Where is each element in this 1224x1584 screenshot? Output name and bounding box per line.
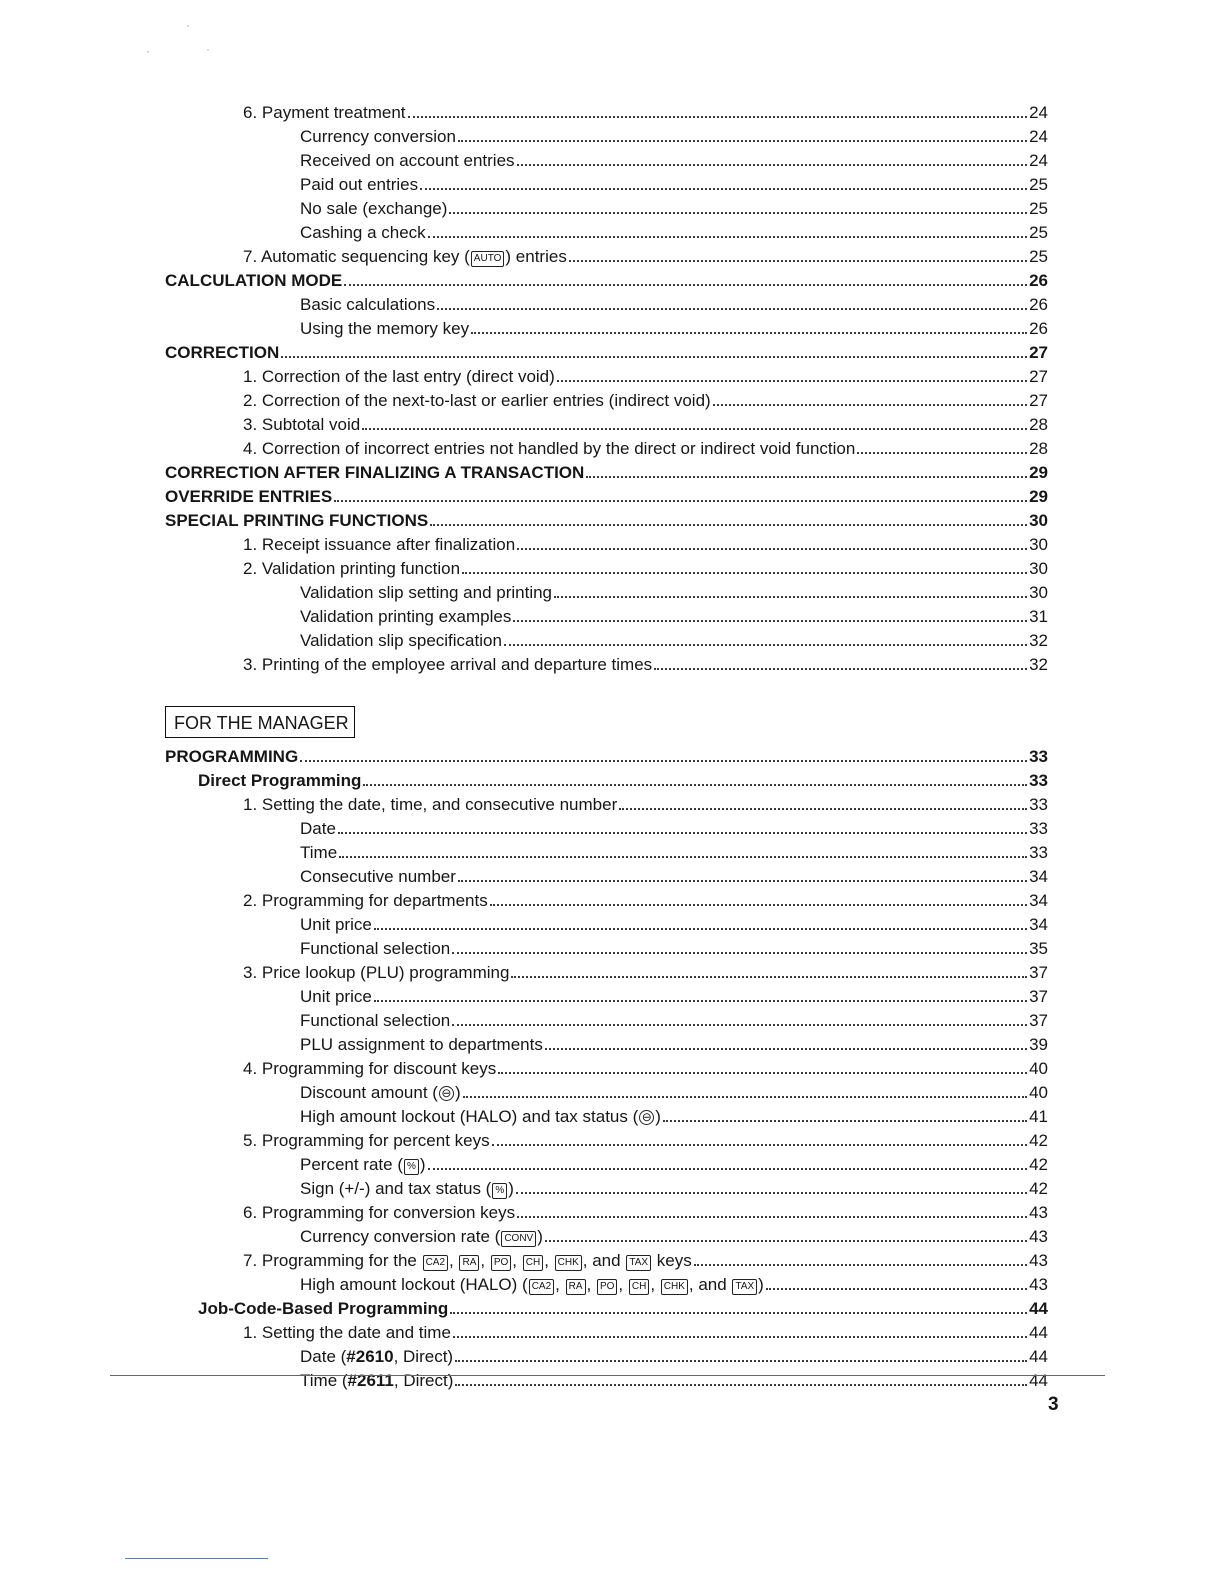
toc-entry-page: 29 <box>1029 487 1048 506</box>
job-code: #2610 <box>346 1347 394 1366</box>
toc-entry-label: 6. Programming for conversion keys <box>243 1203 516 1222</box>
dot-leader <box>545 1048 1027 1050</box>
toc-entry-label: Validation slip specification <box>300 631 502 650</box>
toc-entry <box>300 983 1048 1007</box>
toc-entry-page: 34 <box>1029 915 1048 934</box>
key-icon: TAX <box>626 1255 651 1271</box>
dot-leader <box>492 1144 1027 1146</box>
toc-entry-label <box>243 247 567 267</box>
toc-entry-text: ) <box>758 1275 764 1294</box>
toc-entry-text: , <box>512 1251 522 1270</box>
toc-entry <box>300 291 1048 315</box>
toc-entry-text: , and <box>582 1251 626 1270</box>
toc-entry-label: PLU assignment to departments <box>300 1035 543 1054</box>
key-icon: CH <box>523 1255 543 1271</box>
toc-entry-label <box>300 1275 764 1295</box>
dot-leader <box>654 668 1027 670</box>
scan-speck: · <box>206 42 210 56</box>
dot-leader <box>471 332 1027 334</box>
dot-leader <box>463 1096 1027 1098</box>
toc-entry-label: Time <box>300 843 338 862</box>
toc-entry-page: 33 <box>1029 771 1048 790</box>
toc-entry-text: Sign (+/-) and tax status ( <box>300 1179 492 1198</box>
toc-entry-page: 33 <box>1029 747 1048 766</box>
toc-entry-label: Paid out entries <box>300 175 419 194</box>
toc-entry-label: Unit price <box>300 987 372 1006</box>
toc-entry <box>243 411 1048 435</box>
toc-entry-page: 26 <box>1029 295 1048 314</box>
dot-leader <box>437 308 1027 310</box>
toc-entry-page: 34 <box>1029 867 1048 886</box>
dot-leader <box>498 1072 1027 1074</box>
toc-entry-page: 27 <box>1029 391 1048 410</box>
toc-entry-page: 40 <box>1029 1083 1048 1102</box>
toc-entry <box>243 1199 1048 1223</box>
toc-entry <box>165 267 1048 291</box>
toc-entry-page: 27 <box>1029 343 1048 362</box>
toc-entry-page: 24 <box>1029 103 1048 122</box>
toc-entry-label: 1. Receipt issuance after finalization <box>243 535 516 554</box>
dot-leader <box>408 116 1028 118</box>
dot-leader <box>452 1024 1027 1026</box>
toc-entry-text: Date ( <box>300 1347 347 1366</box>
toc-entry <box>243 531 1048 555</box>
dot-leader <box>557 380 1027 382</box>
toc-entry-label: Unit price <box>300 915 372 934</box>
toc-entry-label: CALCULATION MODE <box>165 271 343 290</box>
dot-leader <box>513 620 1027 622</box>
toc-entry-label <box>300 1107 661 1127</box>
toc-entry-label: 1. Correction of the last entry (direct void) <box>243 367 555 386</box>
toc-entry <box>300 1175 1048 1199</box>
toc-entry-label: PROGRAMMING <box>165 747 299 766</box>
toc-entry <box>243 555 1048 579</box>
toc-entry-label <box>300 1371 453 1391</box>
toc-entry-text: , <box>650 1275 660 1294</box>
toc-entry-page: 34 <box>1029 891 1048 910</box>
toc-entry-label: No sale (exchange) <box>300 199 448 218</box>
toc-entry <box>300 195 1048 219</box>
toc-entry-text: , Direct) <box>393 1347 454 1366</box>
toc-entry-text: , and <box>688 1275 732 1294</box>
toc-entry <box>300 1079 1048 1103</box>
page-number: 3 <box>1048 1394 1059 1415</box>
toc-entry-page: 37 <box>1029 1011 1048 1030</box>
toc-entry-page: 42 <box>1029 1131 1048 1150</box>
dot-leader <box>663 1120 1027 1122</box>
toc-entry-label: Date <box>300 819 336 838</box>
dot-leader <box>554 596 1027 598</box>
toc-entry <box>243 959 1048 983</box>
toc-entry <box>300 123 1048 147</box>
dot-leader <box>511 976 1027 978</box>
toc-entry <box>300 911 1048 935</box>
dot-leader <box>452 952 1027 954</box>
toc-entry-text: keys <box>652 1251 692 1270</box>
toc-entry-page: 30 <box>1029 535 1048 554</box>
toc-entry-text: ) <box>454 1083 461 1102</box>
toc-entry <box>243 791 1048 815</box>
toc-entry-text: , <box>555 1275 565 1294</box>
dot-leader <box>517 548 1027 550</box>
toc-entry-page: 43 <box>1029 1275 1048 1294</box>
toc-entry <box>300 219 1048 243</box>
key-icon: % <box>492 1183 507 1199</box>
key-icon: AUTO <box>471 251 505 267</box>
key-icon: CH <box>629 1279 649 1295</box>
key-icon: RA <box>566 1279 586 1295</box>
toc-entry-text: ) <box>419 1155 426 1174</box>
toc-entry-page: 25 <box>1029 247 1048 266</box>
toc-entry-page: 32 <box>1029 655 1048 674</box>
key-icon: CONV <box>501 1231 536 1247</box>
toc-entry-page: 42 <box>1029 1179 1048 1198</box>
dot-leader <box>281 356 1027 358</box>
toc-entry-label <box>300 1347 453 1367</box>
toc-entry-page: 30 <box>1029 583 1048 602</box>
toc-entry-text: High amount lockout (HALO) and tax status ( <box>300 1107 639 1126</box>
dot-leader <box>545 1240 1027 1242</box>
toc-entry-label: CORRECTION AFTER FINALIZING A TRANSACTION <box>165 463 585 482</box>
toc-entry-page: 33 <box>1029 795 1048 814</box>
toc-entry-label: 2. Validation printing function <box>243 559 461 578</box>
toc-entry-page: 25 <box>1029 199 1048 218</box>
toc-entry-page: 25 <box>1029 223 1048 242</box>
toc-entry <box>300 1343 1048 1367</box>
toc-entry <box>300 579 1048 603</box>
toc-entry-page: 40 <box>1029 1059 1048 1078</box>
toc-entry-text: , Direct) <box>393 1371 454 1390</box>
dot-leader <box>458 880 1027 882</box>
toc-entry-label <box>300 1227 543 1247</box>
toc-entry <box>243 99 1048 123</box>
toc-entry-page: 44 <box>1029 1299 1048 1318</box>
toc-entry-label: 3. Price lookup (PLU) programming <box>243 963 510 982</box>
toc-entry-label <box>300 1155 426 1175</box>
toc-entry-page: 28 <box>1029 415 1048 434</box>
key-icon: PO <box>597 1279 617 1295</box>
toc-entry-page: 44 <box>1029 1347 1048 1366</box>
dot-leader <box>363 784 1027 786</box>
toc-entry-text: Currency conversion rate ( <box>300 1227 501 1246</box>
toc-entry <box>165 507 1048 531</box>
toc-entry-label: Validation printing examples <box>300 607 512 626</box>
dot-leader <box>569 260 1027 262</box>
toc-entry-label: Consecutive number <box>300 867 456 886</box>
toc-entry <box>243 1127 1048 1151</box>
toc-entry-label: 2. Programming for departments <box>243 891 488 910</box>
toc-entry-page: 43 <box>1029 1227 1048 1246</box>
toc-entry <box>300 627 1048 651</box>
toc-entry-label: Functional selection <box>300 1011 451 1030</box>
toc-entry-page: 28 <box>1029 439 1048 458</box>
toc-entry-page: 32 <box>1029 631 1048 650</box>
toc-entry <box>243 1319 1048 1343</box>
toc-entry-label: Job-Code-Based Programming <box>198 1299 449 1318</box>
dot-leader <box>516 1192 1027 1194</box>
toc-entry <box>300 603 1048 627</box>
scan-cut-line <box>110 1375 1105 1376</box>
dot-leader <box>453 1336 1027 1338</box>
key-icon: ⊖ <box>639 1110 654 1125</box>
toc-entry <box>165 339 1048 363</box>
toc-entry-label: 4. Programming for discount keys <box>243 1059 497 1078</box>
dot-leader <box>450 1312 1027 1314</box>
toc-entry-text: Percent rate ( <box>300 1155 403 1174</box>
dot-leader <box>766 1288 1027 1290</box>
toc-entry <box>300 863 1048 887</box>
toc-entry <box>300 1367 1048 1391</box>
key-icon: TAX <box>732 1279 757 1295</box>
toc-entry-text: ) <box>537 1227 543 1246</box>
toc-entry-label: Received on account entries <box>300 151 515 170</box>
toc-entry-label: Cashing a check <box>300 223 426 242</box>
toc-entry <box>243 363 1048 387</box>
dot-leader <box>339 856 1027 858</box>
toc-entry-text: 7. Automatic sequencing key ( <box>243 247 470 266</box>
toc-entry-label: Currency conversion <box>300 127 456 146</box>
dot-leader <box>449 212 1027 214</box>
toc-entry-page: 44 <box>1029 1323 1048 1342</box>
toc-entry-label: Using the memory key <box>300 319 470 338</box>
toc-entry-text: Discount amount ( <box>300 1083 438 1102</box>
dot-leader <box>713 404 1027 406</box>
toc-entry-text: High amount lockout (HALO) ( <box>300 1275 528 1294</box>
toc-entry-page: 39 <box>1029 1035 1048 1054</box>
toc-entry-page: 27 <box>1029 367 1048 386</box>
toc-entry-page: 30 <box>1029 559 1048 578</box>
toc-entry-page: 31 <box>1029 607 1048 626</box>
dot-leader <box>455 1384 1027 1386</box>
toc-entry-text: ) <box>508 1179 514 1198</box>
dot-leader <box>420 188 1027 190</box>
dot-leader <box>334 500 1027 502</box>
dot-leader <box>458 140 1027 142</box>
dot-leader <box>504 644 1027 646</box>
key-icon: RA <box>459 1255 479 1271</box>
toc-entry-label: 1. Setting the date, time, and consecutive number <box>243 795 618 814</box>
dot-leader <box>362 428 1027 430</box>
toc-entry <box>300 147 1048 171</box>
toc-entry-page: 24 <box>1029 151 1048 170</box>
toc-entry-text: , <box>618 1275 628 1294</box>
dot-leader <box>428 236 1027 238</box>
toc-entry-label: 2. Correction of the next-to-last or earlier entries (indirect void) <box>243 391 711 410</box>
toc-entry-label: Validation slip setting and printing <box>300 583 553 602</box>
scan-speck: · <box>186 18 190 32</box>
toc-entry <box>300 815 1048 839</box>
toc-entry-text: 7. Programming for the <box>243 1251 422 1270</box>
toc-entry-label: 6. Payment treatment <box>243 103 406 122</box>
toc-entry <box>300 315 1048 339</box>
toc-entry-page: 25 <box>1029 175 1048 194</box>
toc-entry-page: 26 <box>1029 319 1048 338</box>
toc-entry <box>243 1247 1048 1271</box>
toc-entry-label: 3. Printing of the employee arrival and departure times <box>243 655 653 674</box>
toc-entry-label: 3. Subtotal void <box>243 415 361 434</box>
dot-leader <box>300 760 1027 762</box>
toc-entry-text: , <box>586 1275 596 1294</box>
toc-entry <box>198 767 1048 791</box>
dot-leader <box>694 1264 1027 1266</box>
dot-leader <box>428 1168 1028 1170</box>
toc-entry <box>243 887 1048 911</box>
key-icon: CA2 <box>423 1255 448 1271</box>
toc-entry-label: OVERRIDE ENTRIES <box>165 487 333 506</box>
dot-leader <box>344 284 1027 286</box>
key-icon: CA2 <box>529 1279 554 1295</box>
toc-entry <box>198 1295 1048 1319</box>
toc-entry-label <box>300 1179 514 1199</box>
toc-entry-page: 43 <box>1029 1203 1048 1222</box>
toc-entry <box>300 1271 1048 1295</box>
toc-entry-text: , <box>480 1251 490 1270</box>
toc-entry <box>165 459 1048 483</box>
footer-rule <box>125 1558 268 1559</box>
toc-entry-page: 42 <box>1029 1155 1048 1174</box>
toc-entry-label: 4. Correction of incorrect entries not handled by the direct or indirect void function <box>243 439 856 458</box>
toc-entry-label: SPECIAL PRINTING FUNCTIONS <box>165 511 429 530</box>
toc-entry <box>243 387 1048 411</box>
toc-entry-label: 5. Programming for percent keys <box>243 1131 490 1150</box>
dot-leader <box>517 164 1028 166</box>
toc-entry-label: 1. Setting the date and time <box>243 1323 451 1342</box>
toc-entry-label: CORRECTION <box>165 343 280 362</box>
dot-leader <box>586 476 1027 478</box>
toc-entry-page: 37 <box>1029 963 1048 982</box>
dot-leader <box>374 928 1027 930</box>
toc-entry <box>300 935 1048 959</box>
toc-entry-text: , <box>449 1251 459 1270</box>
toc-entry-page: 33 <box>1029 843 1048 862</box>
toc-entry-label: Direct Programming <box>198 771 362 790</box>
toc-entry <box>300 1007 1048 1031</box>
toc-entry-page: 44 <box>1029 1371 1048 1390</box>
toc-entry <box>243 1055 1048 1079</box>
toc-entry <box>300 839 1048 863</box>
key-icon: PO <box>491 1255 511 1271</box>
dot-leader <box>490 904 1027 906</box>
toc-entry-label: Functional selection <box>300 939 451 958</box>
dot-leader <box>374 1000 1027 1002</box>
key-icon: ⊖ <box>439 1086 454 1101</box>
toc-entry <box>165 483 1048 507</box>
key-icon: CHK <box>555 1255 582 1271</box>
toc-entry <box>243 435 1048 459</box>
toc-entry-text: Time ( <box>300 1371 348 1390</box>
toc-entry <box>243 651 1048 675</box>
toc-entry <box>300 1151 1048 1175</box>
dot-leader <box>517 1216 1027 1218</box>
toc-entry-page: 37 <box>1029 987 1048 1006</box>
key-icon: CHK <box>661 1279 688 1295</box>
key-icon: % <box>404 1159 419 1175</box>
dot-leader <box>619 808 1027 810</box>
toc-entry-text: ) entries <box>505 247 567 266</box>
toc-entry <box>243 243 1048 267</box>
toc-entry-page: 30 <box>1029 511 1048 530</box>
dot-leader <box>455 1360 1027 1362</box>
toc-entry-page: 35 <box>1029 939 1048 958</box>
dot-leader <box>857 452 1027 454</box>
toc-entry <box>165 743 1048 767</box>
toc-entry-label <box>243 1251 692 1271</box>
scan-speck: · <box>146 44 150 58</box>
toc-entry <box>300 1031 1048 1055</box>
dot-leader <box>430 524 1027 526</box>
toc-entry-text: ) <box>655 1107 661 1126</box>
toc-entry-text: , <box>544 1251 554 1270</box>
section-title: FOR THE MANAGER <box>174 713 349 733</box>
toc-entry <box>300 1223 1048 1247</box>
toc-entry <box>300 171 1048 195</box>
toc-entry-label <box>300 1083 461 1103</box>
toc-entry-page: 33 <box>1029 819 1048 838</box>
toc-entry-page: 29 <box>1029 463 1048 482</box>
toc-entry-page: 24 <box>1029 127 1048 146</box>
toc-entry <box>300 1103 1048 1127</box>
dot-leader <box>462 572 1027 574</box>
toc-entry-label: Basic calculations <box>300 295 436 314</box>
job-code: #2611 <box>347 1371 394 1390</box>
dot-leader <box>338 832 1027 834</box>
section-title-box <box>165 706 355 738</box>
toc-entry-page: 43 <box>1029 1251 1048 1270</box>
toc-entry-page: 41 <box>1029 1107 1048 1126</box>
toc-entry-page: 26 <box>1029 271 1048 290</box>
